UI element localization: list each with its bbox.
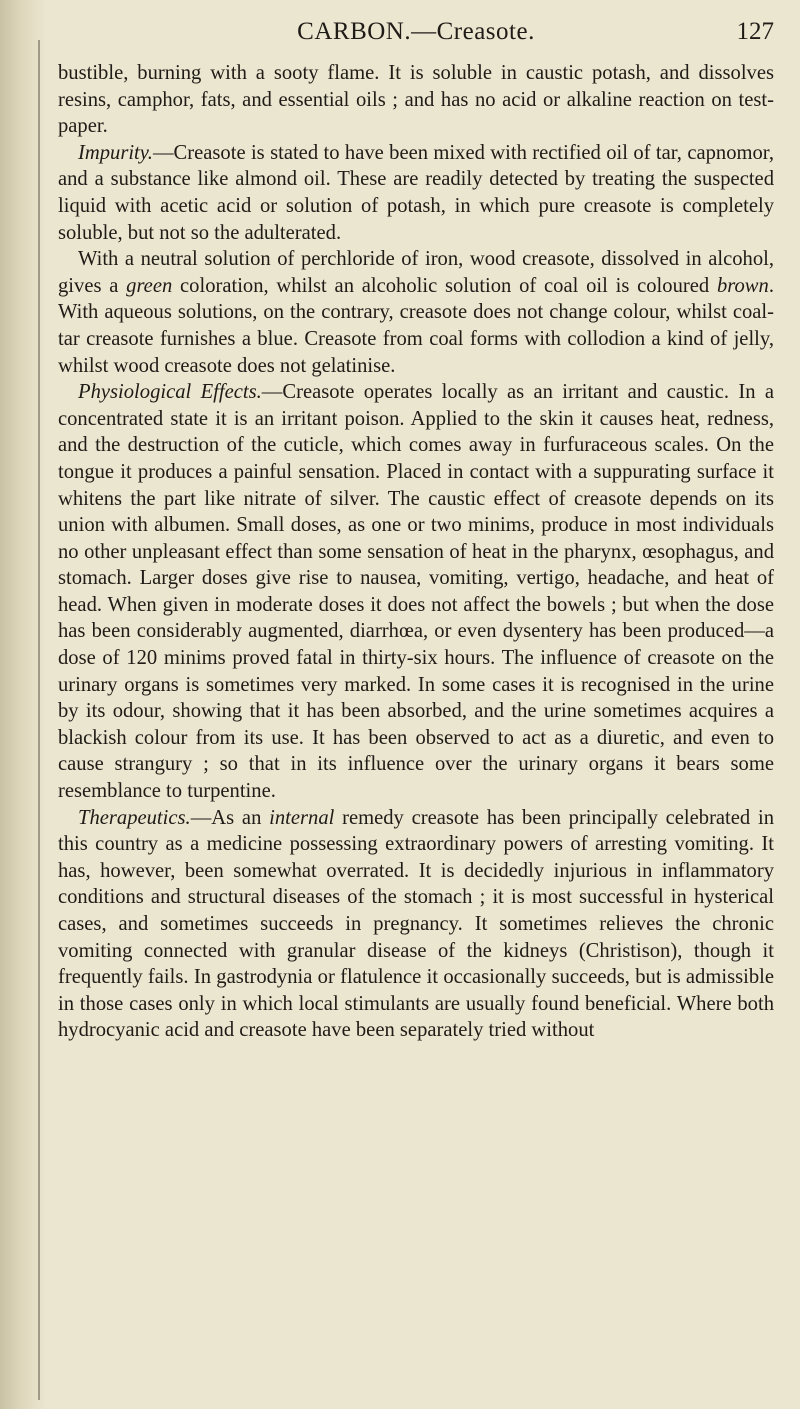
paragraph-text: —Creasote operates locally as an irritant and caustic. In a concentrated state it is an irritant poison. Applied to the skin it causes heat, redness, and the destruction of the cuticle, which comes away in furfuraceous scales. On the tongue it produces a painful sensation. Placed in contact with a suppurating surface it whitens the part like nitrate of silver. The caustic effect of creasote depends on its union with albumen. Small doses, as one or two minims, produce in most individuals no other unpleasant effect than some sensation of heat in the pharynx, œsophagus, and stomach. Larger doses give rise to nausea, vomiting, vertigo, headache, and heat of head. When given in moderate doses it does not affect the bowels ; but when the dose has been considerably augmented, diarrhœa, or even dysentery has been produced—a dose of 120 minims proved fatal in thirty-six hours. The influence of creasote on the urinary organs is sometimes very marked. In some cases it is recognised in the urine by its odour, showing that it has been absorbed, and the urine sometimes acquires a blackish colour from its use. It has been observed to act as a diuretic, and even to cause strangury ; so that in its influence over the urinary organs it bears some resemblance to turpentine.	[58, 381, 774, 803]
paragraph-text: —Creasote is stated to have been mixed with rectified oil of tar, capnomor, and a substance like almond oil. These are readily detected by treating the suspected liquid with acetic acid or solution of potash, in which pure creasote is completely soluble, but not so the adulterated.	[58, 141, 774, 244]
paragraph-therapeutics	[58, 805, 774, 1044]
running-head: CARBON.—Creasote.	[297, 18, 535, 45]
paragraph-text: . With aqueous solutions, on the contrary, creasote does not change colour, whilst coal-tar creasote furnishes a blue. Creasote from coal forms with collodion a kind of jelly, whilst wood creasote does not gelatinise.	[58, 274, 774, 377]
body-text	[58, 60, 774, 1044]
paragraph-continuation	[58, 60, 774, 140]
paragraph-physiological-effects	[58, 379, 774, 805]
section-lead-therapeutics: Therapeutics.	[78, 806, 191, 829]
page-header	[58, 16, 774, 52]
emphasis-brown: brown	[716, 274, 769, 297]
section-lead-physiological-effects: Physiological Effects.	[78, 381, 262, 404]
emphasis-green: green	[126, 274, 173, 297]
emphasis-internal: internal	[269, 806, 335, 829]
binding-edge	[38, 40, 40, 1400]
paragraph-text: bustible, burning with a sooty flame. It is soluble in caustic potash, and dissolves resins, camphor, fats, and essential oils ; and has no acid or alkaline reaction on test-paper.	[58, 62, 774, 138]
book-page	[58, 0, 774, 1409]
paragraph-text: coloration, whilst an alcoholic solution of coal oil is coloured	[172, 274, 717, 297]
paragraph-text: —As an	[190, 806, 270, 829]
page-number: 127	[736, 18, 774, 45]
paragraph-text: remedy creasote has been principally celebrated in this country as a medicine possessing extraordinary powers of arresting vomiting. It has, however, been somewhat overrated. It is decidedly injurious in inflammatory conditions and structural diseases of the stomach ; it is most successful in hysterical cases, and sometimes succeeds in pregnancy. It sometimes relieves the chronic vomiting connected with granular disease of the kidneys (Christison), though it frequently fails. In gastrodynia or flatulence it occasionally succeeds, but is admissible in those cases only in which local stimulants are usually found beneficial. Where both hydrocyanic acid and creasote have been separately tried without	[58, 806, 774, 1042]
paragraph-impurity	[58, 140, 774, 246]
paragraph-perchloride-test	[58, 246, 774, 379]
paragraph-text: With a neutral solution of perchloride of iron, wood creasote, dissolved in alcohol, gives a	[58, 248, 774, 297]
section-lead-impurity: Impurity.	[78, 141, 153, 164]
